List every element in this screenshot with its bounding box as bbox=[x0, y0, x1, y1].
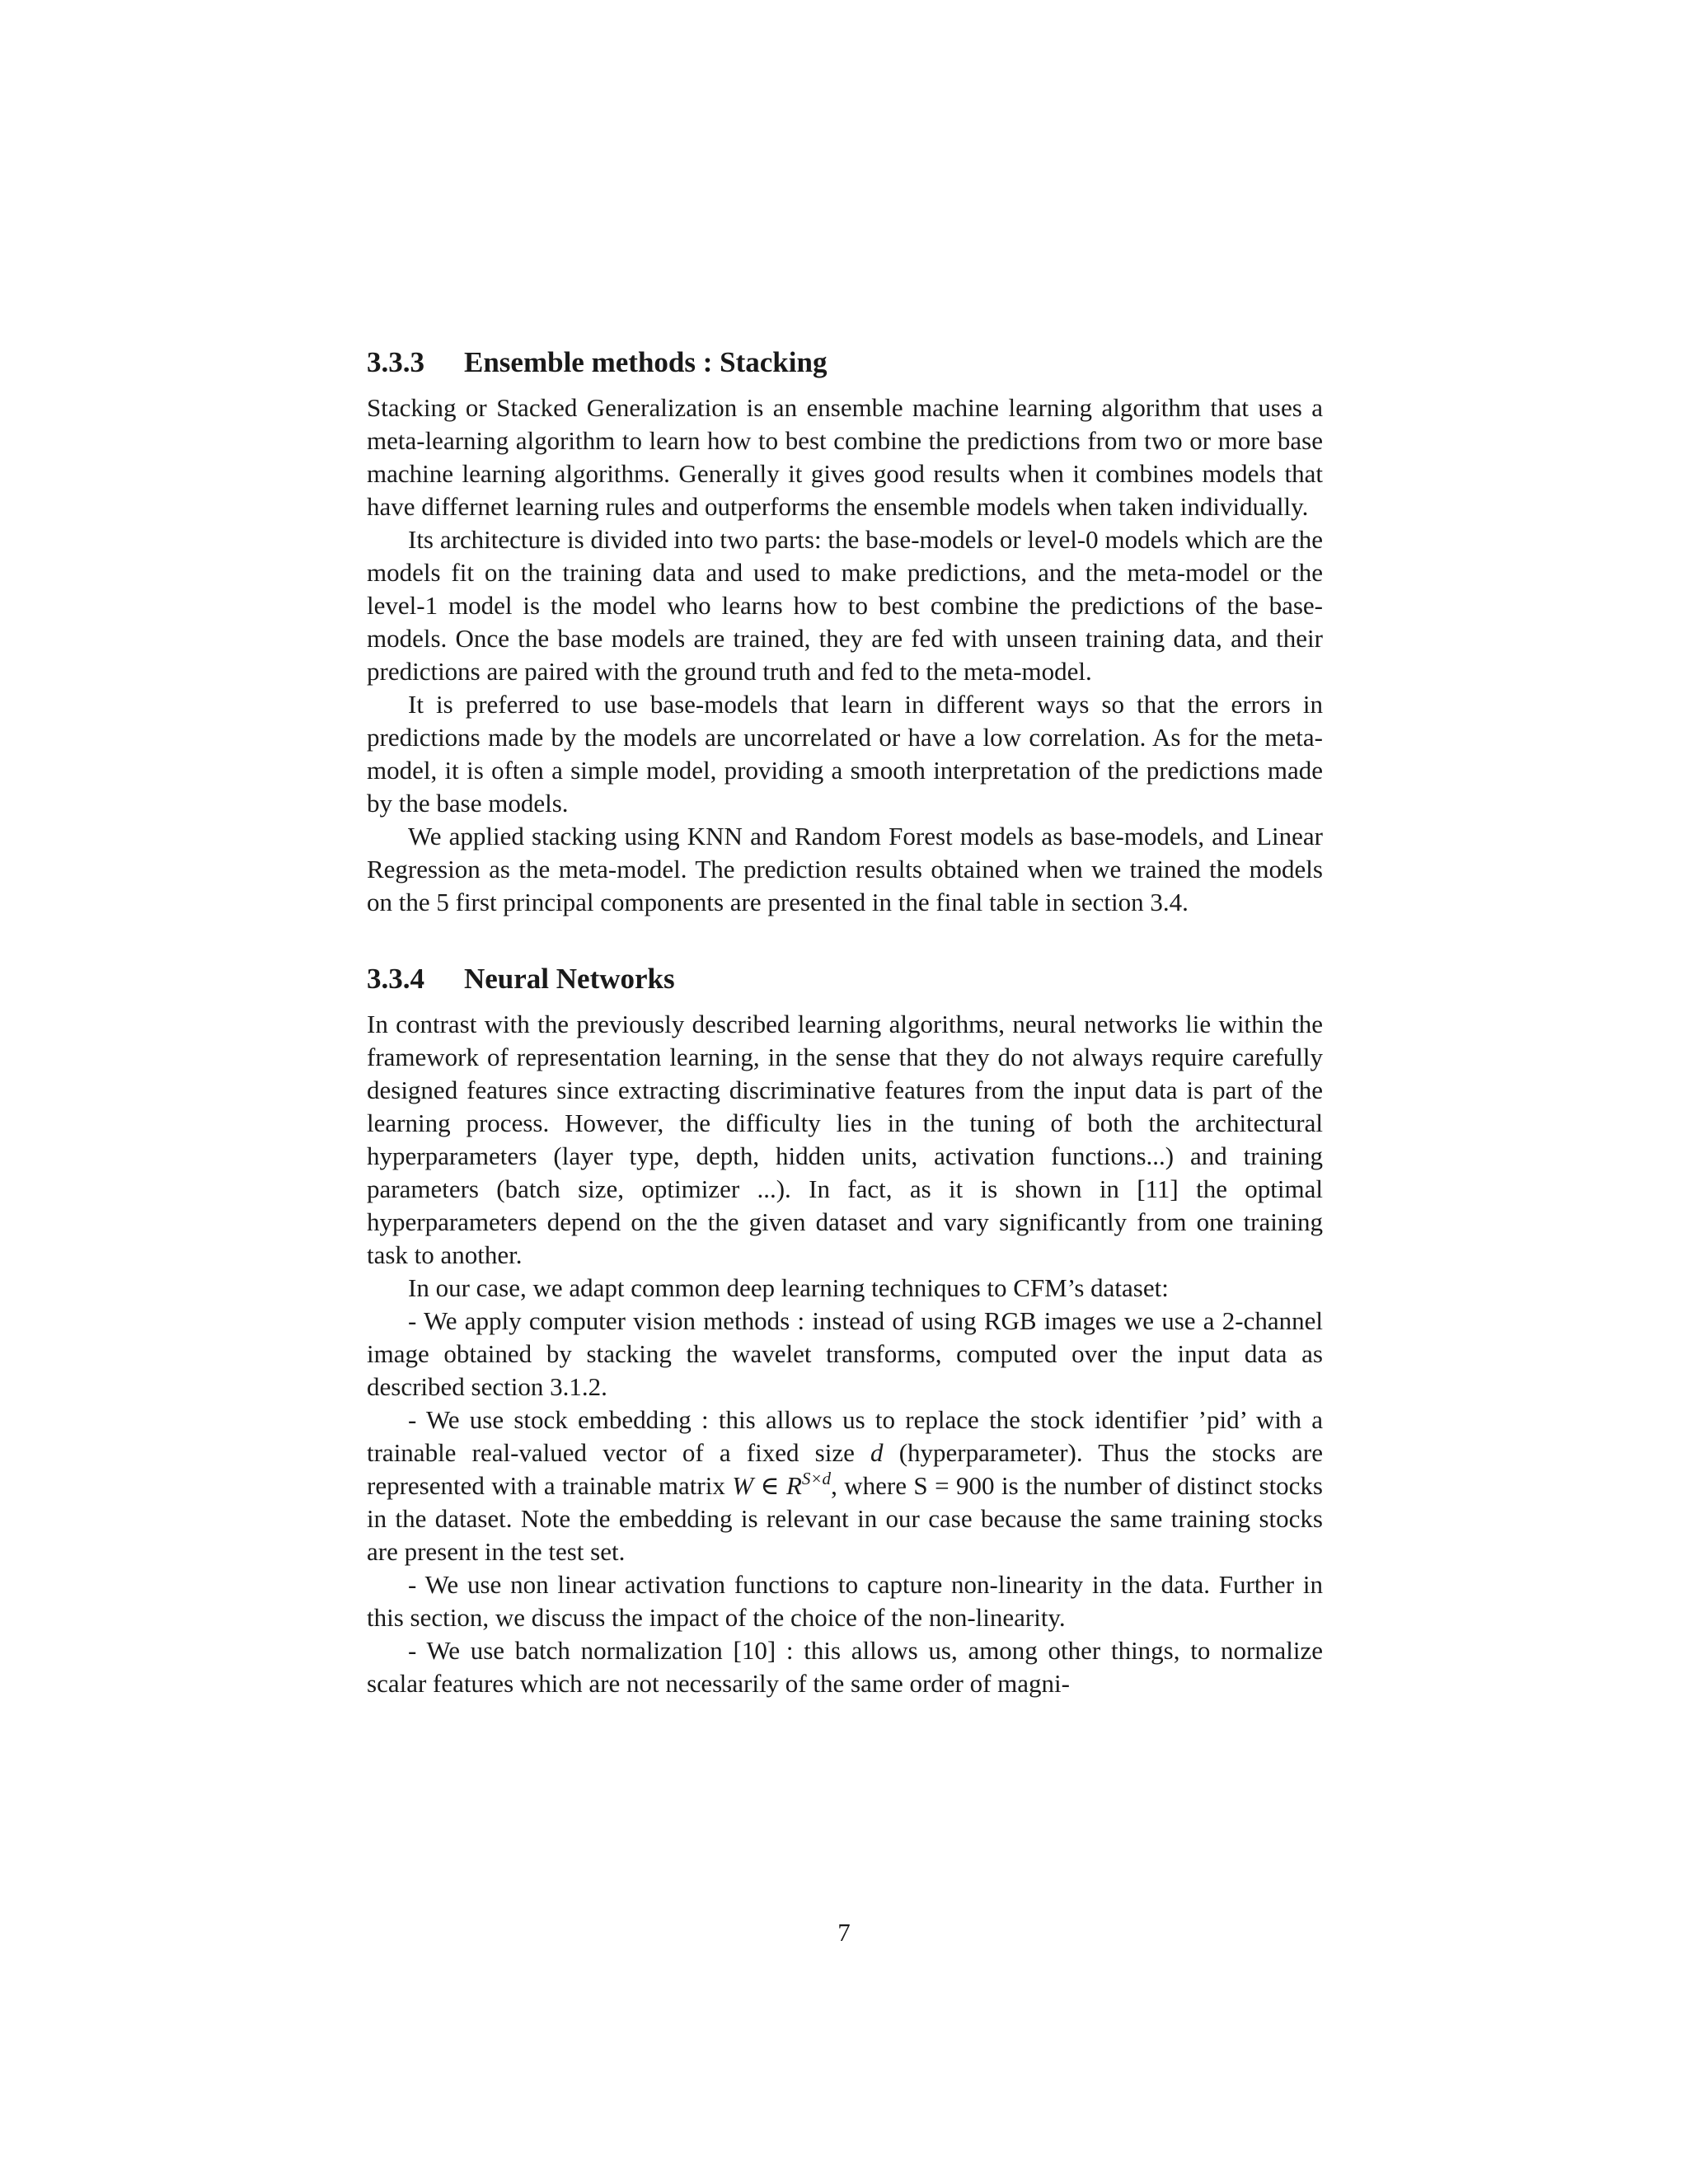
paragraph: Stacking or Stacked Generalization is an ensemble machine learning algorithm that uses a meta-learning algorithm to learn how to best combine the predictions from two or more base machine learning algorithms. Generally it gives good results when it combines models that have differnet learning rules and outperforms the ensemble models when taken individually. bbox=[367, 393, 1323, 521]
paragraph: In contrast with the previously described learning algorithms, neural networks lie within the framework of representation learning, in the sense that they do not always require carefully designed features since extracting discriminative features from the input data is part of the learning process. However, the difficulty lies in the tuning of both the architectural hyperparameters (layer type, depth, hidden units, activation functions...) and training parameters (batch size, optimizer ...). In fact, as it is shown in [11] the optimal hyperparameters depend on the the given dataset and vary significantly from one training task to another. bbox=[367, 1010, 1323, 1269]
paragraph: It is preferred to use base-models that learn in different ways so that the errors in predictions made by the models are uncorrelated or have a low correlation. As for the meta-model, it is often a simple model, providing a smooth interpretation of the predictions made by the base models. bbox=[367, 690, 1323, 818]
paragraph: We applied stacking using KNN and Random Forest models as base-models, and Linear Regression as the meta-model. The prediction results obtained when we trained the models on the 5 first principal components are presented in the final table in section 3.4. bbox=[367, 822, 1323, 916]
section-heading-neural-networks bbox=[367, 958, 1323, 1000]
paragraph: In our case, we adapt common deep learning techniques to CFM’s dataset: bbox=[408, 1273, 1169, 1302]
math-superscript: S×d bbox=[801, 1469, 832, 1488]
math-in-symbol: ∈ bbox=[753, 1471, 786, 1500]
paragraph: - We use non linear activation functions to capture non-linearity in the data. Further in this section, we discuss the impact of the choice of the non-linearity. bbox=[367, 1570, 1323, 1632]
paragraph: - We apply computer vision methods : instead of using RGB images we use a 2-channel image obtained by stacking the wavelet transforms, computed over the input data as described section 3.1.2. bbox=[367, 1306, 1323, 1401]
math-w: W bbox=[732, 1471, 754, 1500]
page-content bbox=[367, 342, 1323, 1700]
section-number: 3.3.3 bbox=[367, 346, 424, 378]
subsection-stacking bbox=[367, 342, 1323, 919]
math-r: R bbox=[785, 1471, 802, 1500]
section-gap bbox=[367, 919, 1323, 958]
text-run: , where S = 900 is the number of distinct stocks in the dataset. Note the embedding is relevant in our case because the same training stocks are present in the test set. bbox=[367, 1471, 1324, 1566]
section-number: 3.3.4 bbox=[367, 963, 424, 995]
paragraph: Its architecture is divided into two parts: the base-models or level-0 models which are the models fit on the training data and used to make predictions, and the meta-model or the level-1 model is the model who learns how to best combine the predictions of the base-models. Once the base models are trained, they are fed with unseen training data, and their predictions are paired with the ground truth and fed to the meta-model. bbox=[367, 525, 1323, 686]
section-title: Ensemble methods : Stacking bbox=[464, 346, 828, 378]
page-number: 7 bbox=[837, 1918, 851, 1947]
text-run: (hyperparameter). Thus the stocks are represented with a trainable matrix bbox=[367, 1438, 1323, 1500]
paragraph-embedding bbox=[367, 1404, 1323, 1568]
paragraph: - We use batch normalization [10] : this allows us, among other things, to normalize scalar features which are not necessarily of the same order of magni- bbox=[367, 1636, 1323, 1698]
subsection-neural-networks bbox=[367, 958, 1323, 1700]
section-heading-stacking bbox=[367, 342, 1323, 383]
math-d: d bbox=[870, 1438, 884, 1467]
text-run: - We use stock embedding : this allows us to replace the stock identifier ’pid’ with a trainable real-valued vector of a fixed size bbox=[367, 1405, 1323, 1467]
section-title: Neural Networks bbox=[464, 963, 675, 995]
